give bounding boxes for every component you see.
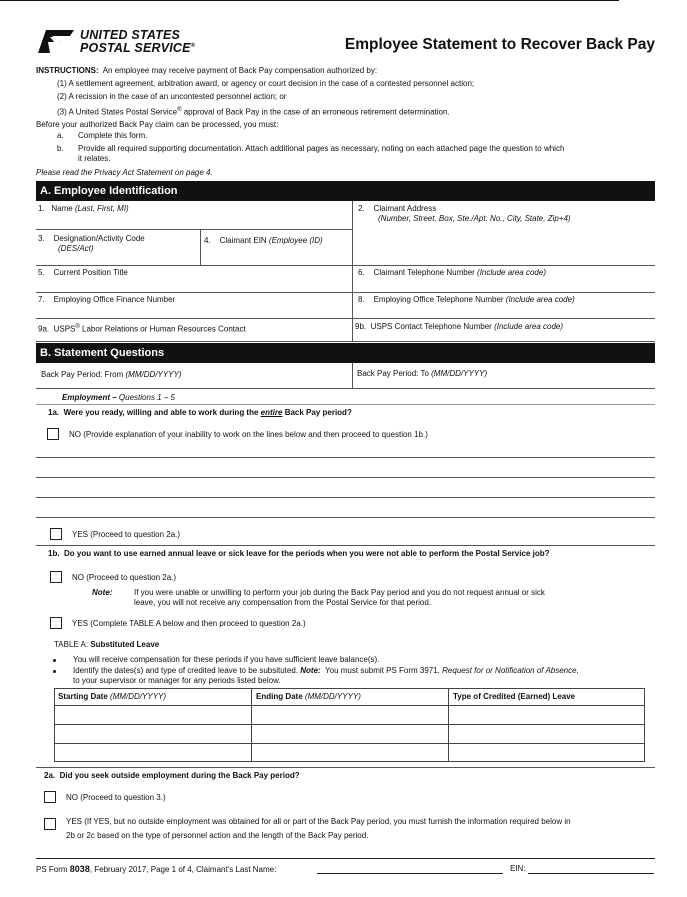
- footer-rule: [36, 858, 655, 859]
- ein-input[interactable]: [528, 873, 654, 874]
- q2a-yes-label: YES (If YES, but no outside employment was obtained for all or part of the Back Pay period, you must furnish the information required below in: [66, 817, 571, 826]
- field-3-4-divider: [200, 229, 201, 265]
- table-a-title: TABLE A: Substituted Leave: [54, 640, 160, 649]
- section-b-header: B. Statement Questions: [36, 343, 655, 363]
- explanation-line-2[interactable]: [36, 477, 655, 478]
- bullet-2-icon: [53, 670, 56, 673]
- q1b-no-checkbox[interactable]: [50, 571, 62, 583]
- table-header-ending-date: Ending Date (MM/DD/YYYY): [256, 692, 361, 701]
- field-labor-contact[interactable]: 9a. USPS® Labor Relations or Human Resources Contact: [38, 324, 246, 334]
- explanation-line-1[interactable]: [36, 457, 655, 458]
- instruction-item-3: (3) A United States Postal Service® approval of Back Pay in the case of an erroneous retirement determination.: [57, 107, 450, 117]
- table-cell-end-2[interactable]: [252, 725, 447, 742]
- field-claimant-address-hint: (Number, Street, Box, Ste./Apt. No., City, State, Zip+4): [378, 214, 571, 223]
- explanation-line-3[interactable]: [36, 497, 655, 498]
- field-position-title[interactable]: 5. Current Position Title: [38, 268, 128, 277]
- table-cell-end-1[interactable]: [252, 706, 447, 723]
- note-label: Note:: [92, 588, 113, 597]
- step-b-text-cont: it relates.: [78, 154, 111, 163]
- field-claimant-ein[interactable]: 4. Claimant EIN (Employee (ID): [204, 236, 323, 245]
- instruction-item-2: (2) A recission in the case of an uncontested personnel action; or: [57, 92, 287, 101]
- field-contact-phone[interactable]: 9b. USPS Contact Telephone Number (Include area code): [355, 322, 564, 331]
- period-divider: [352, 363, 353, 388]
- instructions-before: Before your authorized Back Pay claim can be processed, you must:: [36, 120, 279, 129]
- q1a-yes-label: YES (Proceed to question 2a.): [72, 530, 181, 539]
- explanation-line-4[interactable]: [36, 517, 655, 518]
- step-b-text: Provide all required supporting documentation. Attach additional pages as necessary, noting on each attached page the question to which: [78, 144, 565, 153]
- question-1b: 1b. Do you want to use earned annual leave or sick leave for the periods when you were not able to perform the Postal Service job?: [48, 549, 550, 558]
- field-claimant-address[interactable]: 2. Claimant Address: [358, 204, 437, 213]
- q2a-no-checkbox[interactable]: [44, 791, 56, 803]
- table-cell-type-3[interactable]: [449, 744, 644, 761]
- logo-text-line2: POSTAL SERVICE®: [80, 41, 196, 55]
- table-cell-type-2[interactable]: [449, 725, 644, 742]
- header-rule: [0, 0, 619, 1]
- q1a-rule: [36, 545, 655, 546]
- field-designation-code[interactable]: 3. Designation/Activity Code: [38, 234, 145, 243]
- q1a-yes-checkbox[interactable]: [50, 528, 62, 540]
- table-cell-end-3[interactable]: [252, 744, 447, 761]
- row-line-1: [36, 229, 352, 230]
- field-designation-hint: (DES/Act): [58, 244, 94, 253]
- table-section-rule: [36, 767, 655, 768]
- step-b-letter: b.: [57, 144, 64, 153]
- field-finance-number[interactable]: 7. Employing Office Finance Number: [38, 295, 176, 304]
- note-line-1: If you were unable or unwilling to perform your job during the Back Pay period and you do not request annual or sick: [134, 588, 545, 597]
- period-line: [36, 388, 655, 389]
- instructions-intro: INSTRUCTIONS: An employee may receive payment of Back Pay compensation authorized by:: [36, 66, 378, 75]
- row-line-5: [36, 341, 655, 342]
- q1a-no-checkbox[interactable]: [47, 428, 59, 440]
- table-cell-start-3[interactable]: [55, 744, 250, 761]
- q1a-no-label: NO (Provide explanation of your inability to work on the lines below and then proceed to question 1b.): [69, 430, 428, 439]
- usps-eagle-logo-icon: [36, 28, 76, 54]
- last-name-input[interactable]: [317, 873, 503, 874]
- section-a-divider: [352, 201, 353, 341]
- section-a-header: A. Employee Identification: [36, 181, 655, 201]
- step-a-letter: a.: [57, 131, 64, 140]
- table-cell-start-1[interactable]: [55, 706, 250, 723]
- back-pay-to-field[interactable]: Back Pay Period: To (MM/DD/YYYY): [357, 369, 488, 378]
- row-line-3: [36, 292, 655, 293]
- bullet-1-icon: [53, 659, 56, 662]
- privacy-note: Please read the Privacy Act Statement on page 4.: [36, 168, 213, 177]
- table-header-starting-date: Starting Date (MM/DD/YYYY): [58, 692, 167, 701]
- back-pay-from-field[interactable]: Back Pay Period: From (MM/DD/YYYY): [41, 370, 182, 379]
- logo-text-line1: UNITED STATES: [80, 28, 181, 42]
- employment-rule: [36, 404, 655, 405]
- field-office-phone[interactable]: 8. Employing Office Telephone Number (Include area code): [358, 295, 575, 304]
- q1b-yes-checkbox[interactable]: [50, 617, 62, 629]
- note-line-2: leave, you will not receive any compensation from the Postal Service for that period.: [134, 598, 432, 607]
- table-header-leave-type: Type of Credited (Earned) Leave: [453, 692, 576, 701]
- table-a-bullet-2-cont: to your supervisor or manager for any periods listed below.: [73, 676, 281, 685]
- q2a-yes-checkbox[interactable]: [44, 818, 56, 830]
- employment-heading: Employment – Questions 1 – 5: [62, 393, 175, 402]
- q2a-yes-label-cont: 2b or 2c based on the type of personnel action and the length of the Back Pay period.: [66, 831, 369, 840]
- question-2a: 2a. Did you seek outside employment during the Back Pay period?: [44, 771, 300, 780]
- footer-ein-label: EIN:: [510, 864, 526, 873]
- table-cell-start-2[interactable]: [55, 725, 250, 742]
- question-1a: 1a. Were you ready, willing and able to work during the entire Back Pay period?: [48, 408, 352, 417]
- q1b-no-label: NO (Proceed to question 2a.): [72, 573, 177, 582]
- q2a-no-label: NO (Proceed to question 3.): [66, 793, 166, 802]
- instruction-item-1: (1) A settlement agreement, arbitration award, or agency or court decision in the case of a contested personnel action;: [57, 79, 475, 88]
- table-a-bullet-1: You will receive compensation for these periods if you have sufficient leave balance(s).: [73, 655, 380, 664]
- table-a-bullet-2: Identify the dates(s) and type of credited leave to be subsituted. Note: You must submit PS Form 3971, Request for or Notification of Absence,: [73, 666, 579, 675]
- step-a-text: Complete this form.: [78, 131, 148, 140]
- q1b-yes-label: YES (Complete TABLE A below and then proceed to question 2a.): [72, 619, 306, 628]
- row-line-4: [36, 318, 655, 319]
- field-name[interactable]: 1. Name (Last, First, MI): [38, 204, 129, 213]
- footer-form-info: PS Form 8038, February 2017, Page 1 of 4, Claimant's Last Name:: [36, 864, 277, 874]
- row-line-2: [36, 265, 655, 266]
- field-claimant-phone[interactable]: 6. Claimant Telephone Number (Include area code): [358, 268, 546, 277]
- form-title: Employee Statement to Recover Back Pay: [344, 36, 655, 53]
- table-cell-type-1[interactable]: [449, 706, 644, 723]
